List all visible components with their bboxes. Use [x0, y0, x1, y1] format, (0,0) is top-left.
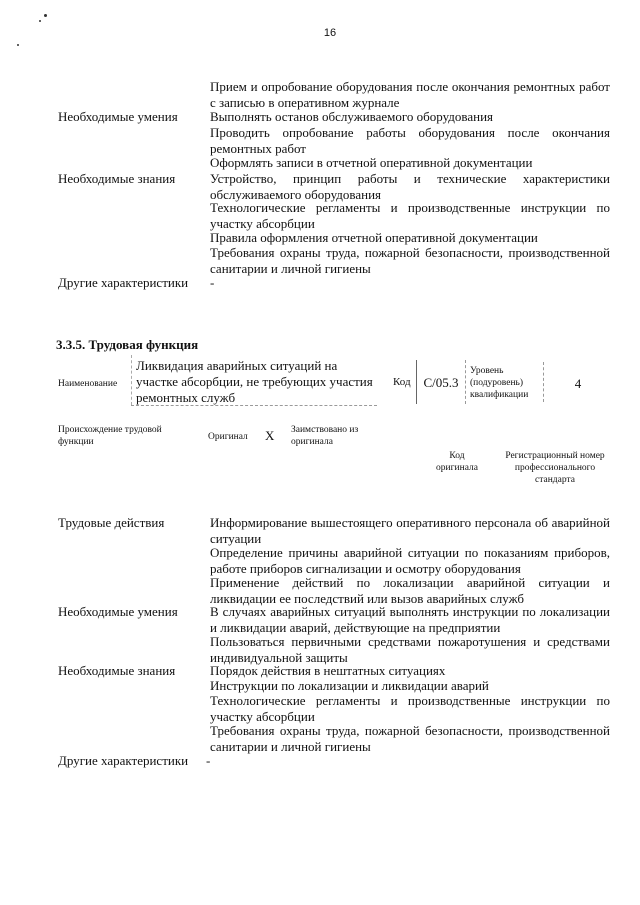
- action-item: Информирование вышестоящего оперативного персонала об аварийной ситуации: [210, 515, 610, 546]
- reg-number-label: Регистрационный номер профессионального стандарта: [505, 451, 605, 485]
- knowledge-item: Устройство, принцип работы и технические характеристики обслуживаемого оборудования: [210, 171, 610, 202]
- scan-speck: [44, 14, 47, 17]
- code-value: С/05.3: [423, 375, 459, 390]
- level-box: [543, 362, 544, 402]
- other-label: Другие характеристики: [58, 275, 189, 290]
- knowledge-item: Технологические регламенты и производственные инструкции по участку абсорбции: [210, 200, 610, 231]
- level-value: 4: [574, 376, 582, 391]
- continuation-row: Прием и опробование оборудования после окончания ремонтных работ с записью в оперативном журнале: [210, 79, 610, 110]
- skill-item: Проводить опробование работы оборудования после окончания ремонтных работ: [210, 125, 610, 156]
- other-value: -: [210, 275, 215, 290]
- level-label: Уровень (подуровень) квалификации: [470, 366, 529, 400]
- knowledge-item: Правила оформления отчетной оперативной документации: [210, 230, 538, 245]
- original-label: Оригинал: [208, 432, 248, 442]
- action-item: Определение причины аварийной ситуации по показаниям приборов, работе приборов сигнализации и осмотру оборудования: [210, 545, 610, 576]
- skill-item: Пользоваться первичными средствами пожаротушения и средствами индивидуальной защиты: [210, 634, 610, 665]
- skills-label: Необходимые умения: [58, 109, 178, 124]
- borrowed-label: Заимствовано из оригинала: [291, 425, 359, 447]
- knowledge-item: Требования охраны труда, пожарной безопасности, производственной санитарии и личной гигиены: [210, 245, 610, 276]
- name-box-rule: [131, 405, 377, 406]
- knowledge-item: Порядок действия в нештатных ситуациях: [210, 663, 446, 678]
- knowledge-item: Требования охраны труда, пожарной безопасности, производственной санитарии и личной гигиены: [210, 723, 610, 754]
- other-label: Другие характеристики: [58, 753, 189, 768]
- function-name: Ликвидация аварийных ситуаций на участке абсорбции, не требующих участия ремонтных служб: [136, 358, 373, 405]
- knowledge-item: Технологические регламенты и производственные инструкции по участку абсорбции: [210, 693, 610, 724]
- action-item: Применение действий по локализации аварийной ситуации и ликвидации ее последствий или вызов аварийных служб: [210, 575, 610, 606]
- page-number: 16: [323, 27, 337, 39]
- origin-label: Происхождение трудовой функции: [58, 425, 162, 447]
- skill-item: В случаях аварийных ситуаций выполнять инструкции по локализации и ликвидации аварий, действующие на предприятии: [210, 604, 610, 635]
- scan-speck: [17, 44, 19, 46]
- original-mark: X: [265, 428, 275, 443]
- skill-item: Выполнять останов обслуживаемого оборудования: [210, 109, 494, 124]
- other-value: -: [206, 753, 211, 768]
- skill-item: Оформлять записи в отчетной оперативной документации: [210, 155, 533, 170]
- name-label: Наименование: [58, 379, 118, 389]
- knowledge-label: Необходимые знания: [58, 171, 176, 186]
- skills-label: Необходимые умения: [58, 604, 178, 619]
- knowledge-label: Необходимые знания: [58, 663, 176, 678]
- actions-label: Трудовые действия: [58, 515, 165, 530]
- code-label: Код: [393, 376, 411, 388]
- scan-speck: [39, 20, 41, 22]
- code-original-label: Код оригинала: [436, 451, 478, 473]
- knowledge-item: Инструкции по локализации и ликвидации аварий: [210, 678, 489, 693]
- section-heading: 3.3.5. Трудовая функция: [56, 337, 199, 352]
